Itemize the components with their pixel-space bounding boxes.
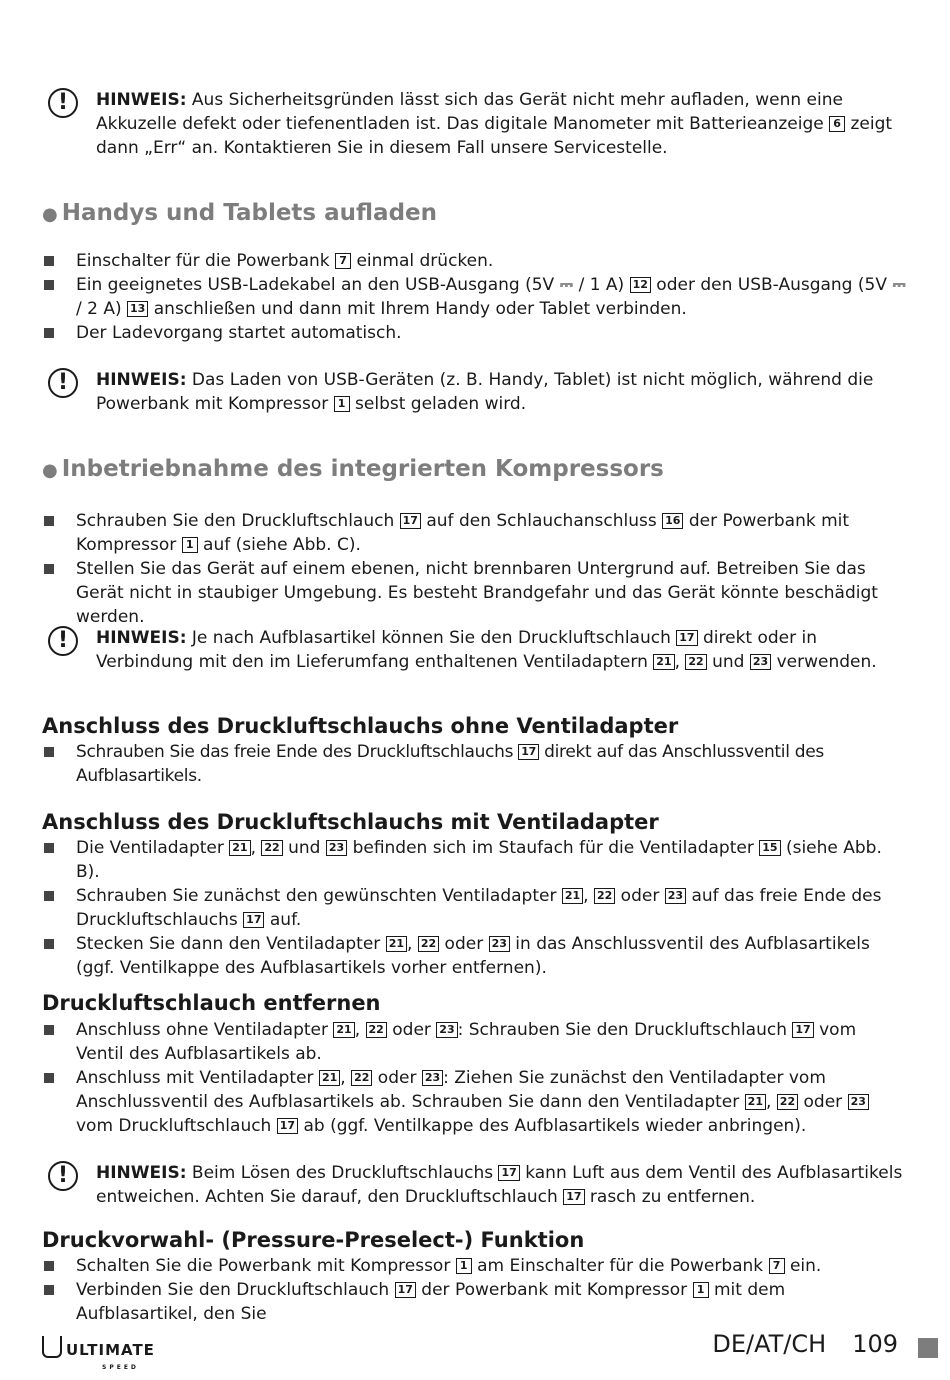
list-item: Anschluss mit Ventiladapter 21 , 22 oder 23 : Ziehen Sie zunächst den Ventiladapter vom Anschlussventil des Aufblasartikels ab. Schrauben Sie dann den Ventiladapter 21 , 22 oder 23 vom Druckluftschlauch 17 ab (ggf. Ventilkappe des Aufblasartikels wieder anbringen). xyxy=(42,1066,908,1138)
list-item: Schrauben Sie zunächst den gewünschten Ventiladapter 21 , 22 oder 23 auf das freie Ende des Druckluftschlauchs 17 auf. xyxy=(42,884,908,932)
note-3-body: Je nach Aufblasartikel können Sie den Druckluftschlauch 17 direkt oder in Verbindung mit den im Lieferumfang enthaltenen Ventiladaptern 21 , 22 und 23 verwenden. xyxy=(96,628,877,672)
reference-number: 23 xyxy=(422,1070,443,1086)
reference-number: 17 xyxy=(243,912,264,928)
note-2-body: Das Laden von USB-Geräten (z. B. Handy, Tablet) ist nicht möglich, während die Powerbank mit Kompressor 1 selbst geladen wird. xyxy=(96,370,874,414)
note-4-text: HINWEIS: Beim Lösen des Druckluftschlauchs 17 kann Luft aus dem Ventil des Aufblasartikels entweichen. Achten Sie darauf, den Druckluftschlauch 17 rasch zu entfernen. xyxy=(96,1163,903,1207)
reference-number: 1 xyxy=(693,1282,709,1298)
list-item: Schrauben Sie den Druckluftschlauch 17 auf den Schlauchanschluss 16 der Powerbank mit Kompressor 1 auf (siehe Abb. C). xyxy=(42,509,908,557)
section-1-list xyxy=(42,249,908,345)
brand-logo: ULTIMATE SPEED xyxy=(42,1336,155,1380)
locale-label: DE/AT/CH xyxy=(712,1330,827,1358)
reference-number: 22 xyxy=(685,654,706,670)
subsection-title-pressure-preselect: Druckvorwahl- (Pressure-Preselect-) Funktion xyxy=(42,1228,585,1252)
reference-number: 22 xyxy=(351,1070,372,1086)
reference-number: 17 xyxy=(277,1118,298,1134)
subsection-3-list xyxy=(42,1018,908,1138)
reference-number: 22 xyxy=(366,1022,387,1038)
reference-number: 1 xyxy=(456,1258,472,1274)
reference-number: 22 xyxy=(594,888,615,904)
reference-number: 23 xyxy=(665,888,686,904)
reference-number: 22 xyxy=(418,936,439,952)
note-2-text: HINWEIS: Das Laden von USB-Geräten (z. B. Handy, Tablet) ist nicht möglich, während die Powerbank mit Kompressor 1 selbst geladen wird. xyxy=(96,370,874,414)
list-item: Verbinden Sie den Druckluftschlauch 17 der Powerbank mit Kompressor 1 mit dem Aufblasartikel, den Sie xyxy=(42,1278,908,1326)
page-footer xyxy=(712,1332,898,1356)
note-3-text: HINWEIS: Je nach Aufblasartikel können Sie den Druckluftschlauch 17 direkt oder in Verbindung mit den im Lieferumfang enthaltenen Ventiladaptern 21 , 22 und 23 verwenden. xyxy=(96,628,877,672)
page-number: 109 xyxy=(852,1330,898,1358)
reference-number: 17 xyxy=(676,630,697,646)
reference-number: 7 xyxy=(335,253,351,269)
reference-number: 1 xyxy=(334,396,350,412)
note-4-body: Beim Lösen des Druckluftschlauchs 17 kann Luft aus dem Ventil des Aufblasartikels entweichen. Achten Sie darauf, den Druckluftschlauch 17 rasch zu entfernen. xyxy=(96,1163,903,1207)
page-corner-marker xyxy=(918,1338,938,1358)
list-item: Die Ventiladapter 21 , 22 und 23 befinden sich im Staufach für die Ventiladapter 15 (siehe Abb. B). xyxy=(42,836,908,884)
reference-number: 23 xyxy=(489,936,510,952)
note-1 xyxy=(42,88,912,160)
reference-number: 15 xyxy=(759,840,780,856)
exclamation-icon: ! xyxy=(48,368,78,398)
reference-number: 17 xyxy=(400,513,421,529)
reference-number: 12 xyxy=(630,277,651,293)
subsection-2-list xyxy=(42,836,908,980)
list-item: Stecken Sie dann den Ventiladapter 21 , 22 oder 23 in das Anschlussventil des Aufblasartikels (ggf. Ventilkappe des Aufblasartikels vorher entfernen). xyxy=(42,932,908,980)
reference-number: 21 xyxy=(319,1070,340,1086)
exclamation-icon: ! xyxy=(48,626,78,656)
reference-number: 21 xyxy=(562,888,583,904)
reference-number: 21 xyxy=(745,1094,766,1110)
reference-number: 17 xyxy=(792,1022,813,1038)
reference-number: 6 xyxy=(829,116,845,132)
section-title-compressor: ● Inbetriebnahme des integrierten Kompressors xyxy=(42,456,664,482)
reference-number: 23 xyxy=(326,840,347,856)
reference-number: 17 xyxy=(518,744,539,760)
reference-number: 22 xyxy=(777,1094,798,1110)
reference-number: 23 xyxy=(436,1022,457,1038)
subsection-title-remove-hose: Druckluftschlauch entfernen xyxy=(42,991,381,1015)
note-4 xyxy=(42,1161,912,1209)
reference-number: 17 xyxy=(563,1189,584,1205)
list-item: Schrauben Sie das freie Ende des Druckluftschlauchs 17 direkt auf das Anschlussventil des Aufblasartikels. xyxy=(42,740,908,788)
note-label: HINWEIS: xyxy=(96,90,187,110)
exclamation-icon: ! xyxy=(48,88,78,118)
reference-number: 17 xyxy=(498,1165,519,1181)
subsection-title-without-adapter: Anschluss des Druckluftschlauchs ohne Ventiladapter xyxy=(42,714,679,738)
reference-number: 7 xyxy=(769,1258,785,1274)
reference-number: 16 xyxy=(662,513,683,529)
reference-number: 1 xyxy=(182,537,198,553)
subsection-4-list xyxy=(42,1254,908,1326)
section-title-charging: ● Handys und Tablets aufladen xyxy=(42,200,438,226)
reference-number: 17 xyxy=(395,1282,416,1298)
reference-number: 23 xyxy=(750,654,771,670)
reference-number: 21 xyxy=(386,936,407,952)
brand-mark-icon xyxy=(42,1336,62,1358)
list-item: Einschalter für die Powerbank 7 einmal drücken. xyxy=(42,249,908,273)
reference-number: 22 xyxy=(261,840,282,856)
note-2 xyxy=(42,368,912,416)
reference-number: 21 xyxy=(333,1022,354,1038)
list-item: Anschluss ohne Ventiladapter 21 , 22 oder 23 : Schrauben Sie den Druckluftschlauch 17 vom Ventil des Aufblasartikels ab. xyxy=(42,1018,908,1066)
note-1-body: Aus Sicherheitsgründen lässt sich das Gerät nicht mehr aufladen, wenn eine Akkuzelle defekt oder tiefenentladen ist. Das digitale Manometer mit Batterieanzeige 6 zeigt dann „Err“ an. Kontaktieren Sie in diesem Fall unsere Servicestelle. xyxy=(96,90,893,158)
list-item: Ein geeignetes USB-Ladekabel an den USB-Ausgang (5V ⎓ / 1 A) 12 oder den USB-Ausgang (5V ⎓ / 2 A) 13 anschließen und dann mit Ihrem Handy oder Tablet verbinden. xyxy=(42,273,908,321)
note-3 xyxy=(42,626,912,674)
subsection-title-with-adapter: Anschluss des Druckluftschlauchs mit Ventiladapter xyxy=(42,810,659,834)
list-item: Stellen Sie das Gerät auf einem ebenen, nicht brennbaren Untergrund auf. Betreiben Sie das Gerät nicht in staubiger Umgebung. Es besteht Brandgefahr und das Gerät könnte beschädigt werden. xyxy=(42,557,908,629)
reference-number: 21 xyxy=(653,654,674,670)
section-2-list xyxy=(42,509,908,629)
reference-number: 13 xyxy=(127,301,148,317)
reference-number: 23 xyxy=(848,1094,869,1110)
list-item: Der Ladevorgang startet automatisch. xyxy=(42,321,908,345)
subsection-1-list xyxy=(42,740,908,788)
reference-number: 21 xyxy=(229,840,250,856)
list-item: Schalten Sie die Powerbank mit Kompressor 1 am Einschalter für die Powerbank 7 ein. xyxy=(42,1254,908,1278)
exclamation-icon: ! xyxy=(48,1161,78,1191)
note-1-text xyxy=(96,88,912,160)
